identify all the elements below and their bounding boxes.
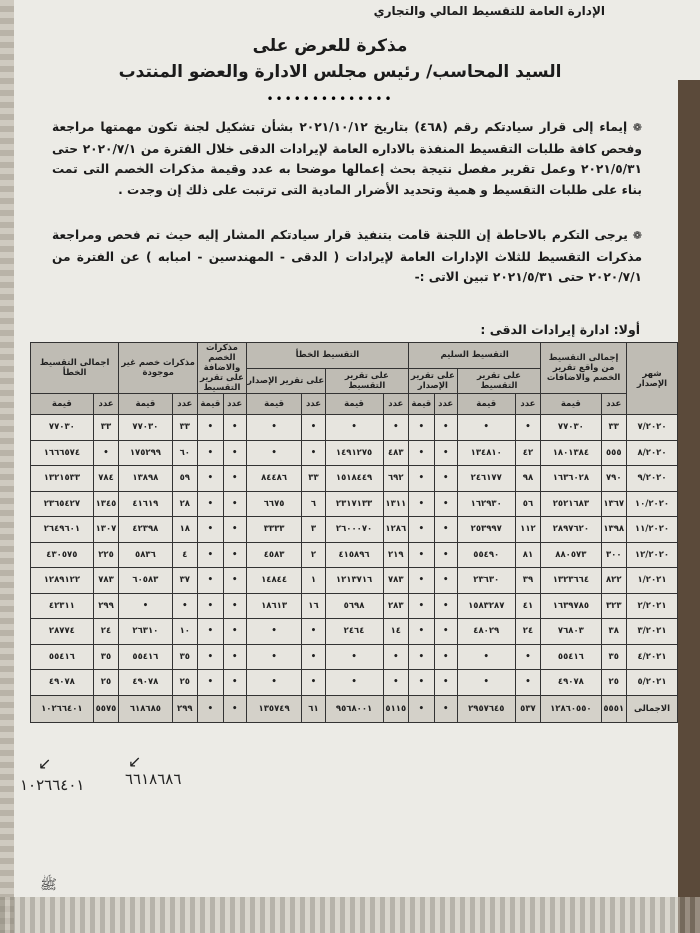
bullet-icon: ❁ [627,229,642,242]
table-row [31,593,678,619]
paragraph-2-text: يرجى التكرم بالاحاطة إن اللجنة قامت بتنفيذ قرار سيادتكم المشار إليه حيث تم فحص ومراجعة مذكرات التقسيط للثلاث الإدارات العامة لإيرادات ( الدقى - المهندسين - امبابه ) عن الفترة من ٢٠٢٠/٧/١ حتى ٢٠٢١/٥/٣١ تبين الاتى :- [52,228,642,284]
table-cell: • [93,440,119,466]
table-cell: • [409,440,435,466]
table-cell: ٣٧ [172,568,198,594]
table-cell: ٢٥ [93,670,119,696]
table-cell: ٦ [302,491,325,517]
table-cell: ٤٣٠٥٧٥ [31,542,94,568]
table-cell: ١٦٣٦٠٢٨ [541,466,601,492]
table-cell: ١٨٦١٣ [246,593,302,619]
table-cell: ٧٧٠٣٠ [31,415,94,441]
table-cell: ٤١٦١٩ [119,491,172,517]
table-cell: • [434,695,457,722]
table-cell: ٨٨٠٥٧٣ [541,542,601,568]
header-discount-notes: مذكرات الخصم والاضافة على تقرير التقسيط [198,343,247,394]
table-cell: • [434,568,457,594]
table-row [31,517,678,543]
table-cell: ١٣٦٧ [601,491,627,517]
table-cell: ١١٢ [515,517,541,543]
table-cell: ٦١٨٦٨٥ [119,695,172,722]
table-cell: ١٢/٢٠٢٠ [627,542,678,568]
table-cell: ٢٥٣٩٩٧ [457,517,515,543]
table-cell: • [198,440,224,466]
subheader-count: عدد [302,394,325,415]
table-cell: ٣٣ [302,466,325,492]
table-cell: ٥١١٥ [383,695,409,722]
memo-title: مذكرة للعرض على [252,36,408,56]
table-cell: ٢٦٤٩٦٠١ [31,517,94,543]
table-cell: • [434,415,457,441]
header-missing-notes: مذكرات خصم غير موجودة [119,343,198,394]
table-cell: ١١/٢٠٢٠ [627,517,678,543]
handwritten-arrow-icon: ↙ [128,752,142,771]
table-cell: ٤٥٨٣ [246,542,302,568]
table-cell: ٩٥٦٨٠٠١ [325,695,383,722]
table-cell: ٣٣٣٣ [246,517,302,543]
subheader-value: قيمة [409,394,435,415]
table-cell: • [434,593,457,619]
table-cell: • [383,670,409,696]
table-cell: ٤٢٣٩٨ [119,517,172,543]
table-cell: الاجمالى [627,695,678,722]
table-cell: ١٣٢٣٦٦٤ [541,568,601,594]
table-cell: ٥٥٥١ [601,695,627,722]
table-cell: ١٣٢١٥٣٣ [31,466,94,492]
table-cell: ٥٥٤١٦ [119,644,172,670]
installments-table [30,342,678,723]
table-cell: ١٦٣٩٧٨٥ [541,593,601,619]
table-cell: • [246,644,302,670]
header-wrong-installments: التقسيط الخطأ [246,343,408,369]
table-cell: ٣٣ [172,415,198,441]
subheader-count: عدد [515,394,541,415]
table-cell: ١٦٦٦٥٧٤ [31,440,94,466]
table-cell: • [119,593,172,619]
table-cell: ٢٦٣١٠ [119,619,172,645]
table-row [31,440,678,466]
subheader-issuance-report: على تقرير الإصدار [246,368,325,394]
table-cell: • [223,542,246,568]
table-cell: ٣٥ [172,644,198,670]
table-cell: ٢٨٣ [383,593,409,619]
subheader-count: عدد [223,394,246,415]
table-cell: ٣/٢٠٢١ [627,619,678,645]
signature: ﷺ [40,877,57,893]
table-cell: • [302,644,325,670]
table-cell: • [409,695,435,722]
table-cell: ٤٢ [515,440,541,466]
table-cell: • [434,644,457,670]
subheader-value: قيمة [457,394,515,415]
table-cell: • [434,491,457,517]
table-cell: ١٤ [383,619,409,645]
table-row [31,466,678,492]
table-cell: • [198,695,224,722]
subheader-count: عدد [434,394,457,415]
table-cell: ٥٦٩٨ [325,593,383,619]
paragraph-1-text: إيماء إلى قرار سيادتكم رقم (٤٦٨) بتاريخ ٢٠٢١/١٠/١٢ بشأن تشكيل لجنة تكون مهمتها مراجعة وفحص كافة طلبات التقسيط المنفذة بالاداره العامة لإيرادات الدقى خلال الفترة من ٢٠٢٠/٧/١ حتى ٢٠٢١/٥/٣١ وعمل تقرير مفصل نتيجة بحث إعمالها موضحا به عدد وقيمة مذكرات الخصم التى تمت بناء على طلبات التقسيط و همية وتحديد الأضرار المادية التى ترتبت على ذلك إن وجدت . [52,120,642,197]
table-cell: ٤٩٠٧٨ [31,670,94,696]
header-correct-installments: التقسيط السليم [409,343,541,369]
table-cell: • [198,542,224,568]
table-cell: ٢٣٦٥٤٢٧ [31,491,94,517]
header-total-installments: إجمالى التقسيط من واقع تقرير الخصم والاضافات [541,343,627,394]
table-cell: ٥/٢٠٢١ [627,670,678,696]
table-cell: ٨٤٤٨٦ [246,466,302,492]
table-cell: ٧٨٤ [93,466,119,492]
table-cell: ٧٨٣ [93,568,119,594]
table-cell: • [223,568,246,594]
table-cell: ٥٣٧ [515,695,541,722]
table-cell: ١/٢٠٢١ [627,568,678,594]
table-cell: ٥٥٧٥ [93,695,119,722]
table-cell: ٣٣ [601,415,627,441]
table-cell: ٣٥ [93,644,119,670]
table-cell: ٥٥٤١٦ [31,644,94,670]
table-cell: • [434,440,457,466]
table-cell: ١٦ [302,593,325,619]
table-cell: • [198,415,224,441]
table-cell: • [198,466,224,492]
table-cell: ٤ [172,542,198,568]
table-cell: ١٣٠٧ [93,517,119,543]
table-cell: • [434,619,457,645]
subheader-count: عدد [383,394,409,415]
table-cell: ٢٩٩ [172,695,198,722]
table-cell: • [325,670,383,696]
table-cell: ٧٧٠٣٠ [119,415,172,441]
table-cell: ٢٥ [172,670,198,696]
table-cell: • [325,644,383,670]
table-cell: ١٧٥٢٩٩ [119,440,172,466]
table-cell: • [515,670,541,696]
table-cell: • [457,644,515,670]
table-cell: • [457,415,515,441]
table-cell: • [434,466,457,492]
table-cell: • [409,415,435,441]
subheader-count: عدد [601,394,627,415]
table-cell: • [409,542,435,568]
table-cell: ١٤٨٤٤ [246,568,302,594]
table-cell: • [409,670,435,696]
table-cell: ٢٣٦٣٠ [457,568,515,594]
table-cell: ٦٠٥٨٣ [119,568,172,594]
header-total-wrong: اجمالى التقسيط الخطأ [31,343,119,394]
table-cell: ٢٨٩٧٦٢٠ [541,517,601,543]
table-cell: ٦٩٢ [383,466,409,492]
table-cell: • [409,491,435,517]
table-cell: • [457,670,515,696]
table-cell: • [434,542,457,568]
table-cell: ٨٢٢ [601,568,627,594]
table-cell: ٣٢٣ [601,593,627,619]
table-cell: • [223,644,246,670]
table-cell: ٦١ [302,695,325,722]
table-cell: • [223,619,246,645]
subheader-value: قيمة [31,394,94,415]
table-row [31,491,678,517]
subheader-value: قيمة [541,394,601,415]
table-cell: • [302,440,325,466]
table-cell: • [409,568,435,594]
table-cell: ١٢١٣٧١٦ [325,568,383,594]
issuer-header: الإدارة العامة للتقسيط المالي والتجاري [373,4,605,18]
subheader-value: قيمة [119,394,172,415]
table-cell: • [302,619,325,645]
table-cell: ٢٢٥ [93,542,119,568]
table-cell: ١٥٨٣٢٨٧ [457,593,515,619]
table-cell: ١٨٠١٣٨٤ [541,440,601,466]
table-cell: • [198,491,224,517]
table-cell: ٤٩٠٧٨ [119,670,172,696]
table-cell: ٤٨٠٢٩ [457,619,515,645]
table-cell: ١٠ [172,619,198,645]
table-cell: ٩٨ [515,466,541,492]
handwritten-total-1: ١٠٢٦٦٤٠١ [20,776,85,794]
table-cell: • [409,517,435,543]
table-cell: • [434,670,457,696]
subheader-value: قيمة [198,394,224,415]
table-cell: • [409,644,435,670]
table-cell: ٢٥ [601,670,627,696]
subheader-count: عدد [93,394,119,415]
table-cell: ٦٠ [172,440,198,466]
header-month: شهر الإصدار [627,343,678,415]
table-cell: ٨/٢٠٢٠ [627,440,678,466]
table-cell: • [223,517,246,543]
table-cell: ١٣٤٨١٠ [457,440,515,466]
torn-edge [0,0,14,933]
table-cell: ١٢٨٦ [383,517,409,543]
table-cell: ٤/٢٠٢١ [627,644,678,670]
table-cell: ٤٨٣ [383,440,409,466]
table-cell: • [302,670,325,696]
table-cell: • [223,695,246,722]
table-cell: ١٣٩٨ [601,517,627,543]
table-cell: ٤٩٠٧٨ [541,670,601,696]
table-cell: • [198,517,224,543]
table-cell: • [246,670,302,696]
table-cell: • [198,670,224,696]
table-cell: • [409,466,435,492]
table-cell: ١ [302,568,325,594]
paragraph-2 [52,225,642,288]
table-cell: ٣٩ [515,568,541,594]
table-cell: ٨١ [515,542,541,568]
table-cell: ٢٩٥٧٦٤٥ [457,695,515,722]
table-cell: ٧٧٠٣٠ [541,415,601,441]
table-cell: • [246,440,302,466]
table-cell: • [302,415,325,441]
table-cell: • [198,568,224,594]
table-cell: • [198,593,224,619]
table-cell: ٥٩ [172,466,198,492]
table-cell: • [223,440,246,466]
table-cell: • [434,517,457,543]
subheader-value: قيمة [246,394,302,415]
subheader-installment-report: على تقرير التقسيط [325,368,408,394]
table-cell: ١٣٨٩٨ [119,466,172,492]
table-cell: ١٠٢٦٦٤٠١ [31,695,94,722]
table-cell: ٢٨٧٧٤ [31,619,94,645]
section-heading: أولا: ادارة إيرادات الدقى : [480,322,640,337]
table-cell: • [198,644,224,670]
table-cell: ٤٢٣١١ [31,593,94,619]
table-cell: ٢٩٩ [93,593,119,619]
table-cell: ٥٥٤٩٠ [457,542,515,568]
table-cell: ١٤٩١٢٧٥ [325,440,383,466]
table-cell: ١٣٤٥ [93,491,119,517]
background-surface [678,80,700,933]
table-cell: ٣ [302,517,325,543]
table-cell: • [246,415,302,441]
subheader-issuance-report: على تقرير الإصدار [409,368,458,394]
paragraph-1 [52,117,642,200]
table-cell: • [515,644,541,670]
table-cell: ٢١٩ [383,542,409,568]
table-cell: ٣٥ [601,644,627,670]
table-total-row [31,695,678,722]
table-cell: ٥٨٣٦ [119,542,172,568]
table-cell: ٢٨ [172,491,198,517]
table-cell: • [246,619,302,645]
bottom-edge [0,897,700,933]
table-cell: ٦٦٧٥ [246,491,302,517]
table-cell: ٢/٢٠٢١ [627,593,678,619]
table-cell: • [198,619,224,645]
table-cell: • [172,593,198,619]
table-cell: ٧٩٠ [601,466,627,492]
table-cell: ٢٤٦١٧٧ [457,466,515,492]
table-cell: • [223,491,246,517]
table-cell: ١٢٨٩١٢٢ [31,568,94,594]
table-cell: • [409,593,435,619]
table-cell: ٢٤ [93,619,119,645]
table-row [31,619,678,645]
table-cell: ٣٨ [601,619,627,645]
table-cell: ٥٥٤١٦ [541,644,601,670]
table-cell: ٢٤ [515,619,541,645]
table-cell: ٧/٢٠٢٠ [627,415,678,441]
table-cell: • [223,670,246,696]
table-cell: ٥٥٥ [601,440,627,466]
table-cell: ٣٣ [93,415,119,441]
table-cell: ٢ [302,542,325,568]
table-row [31,415,678,441]
subheader-installment-report: على تقرير التقسيط [457,368,540,394]
table-cell: ١٣١١ [383,491,409,517]
table-cell: ١٦٢٩٣٠ [457,491,515,517]
table-cell: • [383,415,409,441]
table-cell: ٢٥٢١٦٨٣ [541,491,601,517]
handwritten-total-2: ٦٦١٨٦٨٦ [125,770,182,788]
table-cell: ١٣٥٧٤٩ [246,695,302,722]
table-row [31,568,678,594]
table-cell: • [515,415,541,441]
table-cell: ٧٦٨٠٣ [541,619,601,645]
table-cell: • [383,644,409,670]
table-cell: ٣٠٠ [601,542,627,568]
table-row [31,670,678,696]
table-cell: • [223,415,246,441]
table-cell: ٧٨٣ [383,568,409,594]
table-cell: • [325,415,383,441]
table-cell: ٥٦ [515,491,541,517]
subheader-count: عدد [172,394,198,415]
table-cell: ٢٣١٧١٣٣ [325,491,383,517]
divider-stars: •••••••••••••• [266,92,394,106]
table-cell: ٤١٥٨٩٦ [325,542,383,568]
table-cell: ٢٤٦٤ [325,619,383,645]
table-cell: • [409,619,435,645]
table-cell: ٤١ [515,593,541,619]
table-row [31,542,678,568]
table-cell: ٩/٢٠٢٠ [627,466,678,492]
table-cell: ٢٦٠٠٠٧٠ [325,517,383,543]
table-cell: ١٠/٢٠٢٠ [627,491,678,517]
table-cell: • [223,466,246,492]
subheader-value: قيمة [325,394,383,415]
table-cell: • [223,593,246,619]
bullet-icon: ❁ [627,121,643,134]
table-cell: ١٨ [172,517,198,543]
table-row [31,644,678,670]
handwritten-arrow-icon: ↙ [38,754,52,773]
table-cell: ١٥١٨٤٤٩ [325,466,383,492]
table-cell: ١٢٨٦٠٥٥٠ [541,695,601,722]
memo-recipient: السيد المحاسب/ رئيس مجلس الادارة والعضو المنتدب [118,62,562,82]
